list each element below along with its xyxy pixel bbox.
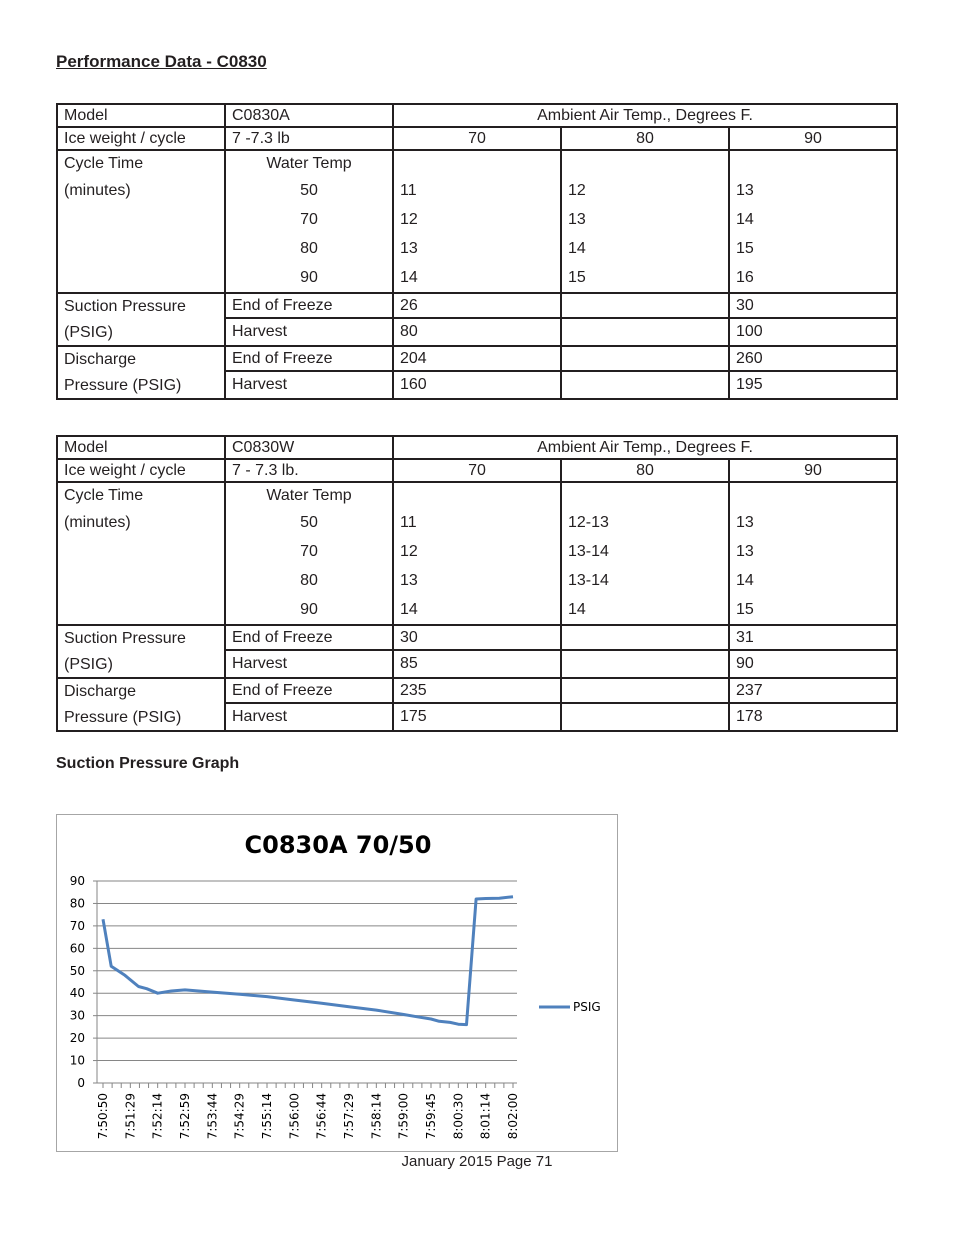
- discharge-eof-80: [561, 346, 729, 371]
- suction-harvest-80: [561, 650, 729, 678]
- cycle-value: 12: [568, 182, 586, 199]
- discharge-label: Discharge: [64, 683, 137, 700]
- x-tick-label: 7:52:59: [178, 1093, 192, 1140]
- cycle-value: 13: [736, 543, 754, 560]
- graph-heading: Suction Pressure Graph: [56, 755, 240, 772]
- cycle-time-label: Cycle Time: [64, 487, 144, 504]
- performance-table-c0830w: [56, 435, 898, 732]
- suction-unit: (PSIG): [64, 656, 113, 673]
- x-tick-label: 7:55:14: [260, 1093, 274, 1140]
- temp-header-70: 70: [393, 127, 561, 150]
- suction-eof-70: 30: [393, 625, 561, 650]
- discharge-eof-70: 235: [393, 678, 561, 703]
- x-tick-label: 7:53:44: [205, 1093, 220, 1140]
- suction-harvest-90: 90: [729, 650, 897, 678]
- water-temp-cell: [225, 482, 393, 625]
- suction-pressure-chart: [56, 814, 618, 1152]
- cycle-value: 13: [736, 514, 754, 531]
- cycle-value: 13: [568, 211, 586, 228]
- temp-header-70: 70: [393, 459, 561, 482]
- suction-harvest-90: 100: [729, 318, 897, 346]
- water-temp-value: 50: [300, 182, 318, 199]
- page-footer: January 2015 Page 71: [401, 1153, 553, 1170]
- x-tick-label: 7:59:45: [424, 1093, 438, 1140]
- ambient-header: Ambient Air Temp., Degrees F.: [393, 104, 897, 127]
- water-temp-value: 80: [300, 240, 318, 257]
- y-tick-label: 10: [69, 1053, 85, 1068]
- discharge-harvest-70: 175: [393, 703, 561, 731]
- discharge-harvest-90: 178: [729, 703, 897, 731]
- y-tick-label: 40: [69, 986, 85, 1001]
- y-tick-label: 90: [69, 874, 85, 888]
- cycle-value: 13: [400, 240, 418, 257]
- x-tick-label: 8:02:00: [506, 1093, 520, 1140]
- discharge-harvest-80: [561, 371, 729, 399]
- discharge-eof-70: 204: [393, 346, 561, 371]
- x-tick-label: 7:56:00: [287, 1093, 302, 1140]
- page-heading: Performance Data - C0830: [56, 52, 267, 71]
- cycle-value: 14: [400, 601, 418, 618]
- water-temp-value: 90: [300, 269, 318, 286]
- water-temp-cell: [225, 150, 393, 293]
- x-tick-label: 7:56:44: [314, 1093, 329, 1140]
- suction-harvest-70: 85: [393, 650, 561, 678]
- cycle-value: 14: [736, 211, 754, 228]
- harvest-label: Harvest: [225, 650, 393, 678]
- suction-eof-90: 30: [729, 293, 897, 318]
- suction-unit: (PSIG): [64, 324, 113, 341]
- model-label: Model: [57, 104, 225, 127]
- chart-title: C0830A 70/50: [244, 831, 432, 859]
- cycle-80-cell: [561, 482, 729, 625]
- chart-canvas: [57, 815, 617, 1151]
- temp-header-90: 90: [729, 459, 897, 482]
- ice-weight-value: 7 -7.3 lb: [225, 127, 393, 150]
- discharge-label-cell: [57, 346, 225, 399]
- harvest-label: Harvest: [225, 318, 393, 346]
- x-tick-label: 7:54:29: [232, 1093, 247, 1140]
- legend-label: PSIG: [573, 1000, 601, 1014]
- x-tick-label: 7:59:00: [396, 1093, 411, 1140]
- x-tick-label: 7:57:29: [342, 1093, 356, 1140]
- model-value: C0830A: [225, 104, 393, 127]
- water-temp-value: 70: [300, 543, 318, 560]
- cycle-value: 14: [400, 269, 418, 286]
- ice-weight-label: Ice weight / cycle: [57, 459, 225, 482]
- harvest-label: Harvest: [225, 703, 393, 731]
- water-temp-label: Water Temp: [266, 155, 352, 172]
- end-of-freeze-label: End of Freeze: [225, 293, 393, 318]
- cycle-time-unit: (minutes): [64, 182, 131, 199]
- suction-harvest-80: [561, 318, 729, 346]
- y-tick-label: 60: [69, 941, 85, 956]
- suction-label-cell: [57, 625, 225, 678]
- cycle-70-cell: [393, 150, 561, 293]
- discharge-unit: Pressure (PSIG): [64, 377, 182, 394]
- series-line-psig: [103, 897, 513, 1025]
- cycle-value: 15: [568, 269, 586, 286]
- suction-harvest-70: 80: [393, 318, 561, 346]
- discharge-eof-90: 260: [729, 346, 897, 371]
- discharge-label-cell: [57, 678, 225, 731]
- suction-eof-80: [561, 293, 729, 318]
- x-tick-label: 7:52:14: [150, 1093, 165, 1140]
- cycle-value: 16: [736, 269, 754, 286]
- discharge-harvest-70: 160: [393, 371, 561, 399]
- cycle-value: 12-13: [568, 514, 609, 531]
- cycle-70-cell: [393, 482, 561, 625]
- suction-label: Suction Pressure: [64, 298, 186, 315]
- discharge-eof-90: 237: [729, 678, 897, 703]
- x-tick-label: 7:50:50: [96, 1093, 110, 1140]
- x-tick-label: 8:01:14: [478, 1093, 493, 1140]
- cycle-value: 13: [736, 182, 754, 199]
- cycle-value: 13-14: [568, 543, 609, 560]
- water-temp-value: 80: [300, 572, 318, 589]
- suction-label-cell: [57, 293, 225, 346]
- y-tick-label: 20: [69, 1031, 85, 1046]
- suction-eof-80: [561, 625, 729, 650]
- y-tick-label: 30: [69, 1008, 85, 1023]
- cycle-80-cell: [561, 150, 729, 293]
- cycle-value: 15: [736, 240, 754, 257]
- temp-header-90: 90: [729, 127, 897, 150]
- cycle-90-cell: [729, 482, 897, 625]
- suction-eof-70: 26: [393, 293, 561, 318]
- y-tick-label: 80: [69, 896, 85, 911]
- model-value: C0830W: [225, 436, 393, 459]
- temp-header-80: 80: [561, 127, 729, 150]
- discharge-harvest-80: [561, 703, 729, 731]
- cycle-value: 15: [736, 601, 754, 618]
- y-tick-label: 0: [77, 1076, 85, 1090]
- ice-weight-value: 7 - 7.3 lb.: [225, 459, 393, 482]
- cycle-value: 11: [400, 182, 417, 199]
- harvest-label: Harvest: [225, 371, 393, 399]
- x-tick-label: 8:00:30: [451, 1093, 466, 1140]
- discharge-label: Discharge: [64, 351, 137, 368]
- discharge-harvest-90: 195: [729, 371, 897, 399]
- cycle-value: 14: [568, 240, 586, 257]
- cycle-time-label-cell: [57, 150, 225, 293]
- water-temp-value: 70: [300, 211, 318, 228]
- water-temp-label: Water Temp: [266, 487, 352, 504]
- cycle-90-cell: [729, 150, 897, 293]
- cycle-value: 13: [400, 572, 418, 589]
- ice-weight-label: Ice weight / cycle: [57, 127, 225, 150]
- cycle-value: 13-14: [568, 572, 609, 589]
- performance-table-c0830a: [56, 103, 898, 400]
- x-tick-label: 7:51:29: [123, 1093, 138, 1140]
- cycle-value: 14: [568, 601, 586, 618]
- suction-eof-90: 31: [729, 625, 897, 650]
- water-temp-value: 90: [300, 601, 318, 618]
- cycle-time-unit: (minutes): [64, 514, 131, 531]
- x-tick-label: 7:58:14: [369, 1093, 384, 1140]
- temp-header-80: 80: [561, 459, 729, 482]
- cycle-value: 12: [400, 543, 418, 560]
- ambient-header: Ambient Air Temp., Degrees F.: [393, 436, 897, 459]
- cycle-time-label: Cycle Time: [64, 155, 144, 172]
- cycle-time-label-cell: [57, 482, 225, 625]
- cycle-value: 14: [736, 572, 754, 589]
- water-temp-value: 50: [300, 514, 318, 531]
- end-of-freeze-label: End of Freeze: [225, 346, 393, 371]
- discharge-eof-80: [561, 678, 729, 703]
- end-of-freeze-label: End of Freeze: [225, 625, 393, 650]
- model-label: Model: [57, 436, 225, 459]
- y-tick-label: 70: [69, 918, 85, 933]
- cycle-value: 12: [400, 211, 418, 228]
- end-of-freeze-label: End of Freeze: [225, 678, 393, 703]
- suction-label: Suction Pressure: [64, 630, 186, 647]
- cycle-value: 11: [400, 514, 417, 531]
- y-tick-label: 50: [69, 963, 85, 978]
- discharge-unit: Pressure (PSIG): [64, 709, 182, 726]
